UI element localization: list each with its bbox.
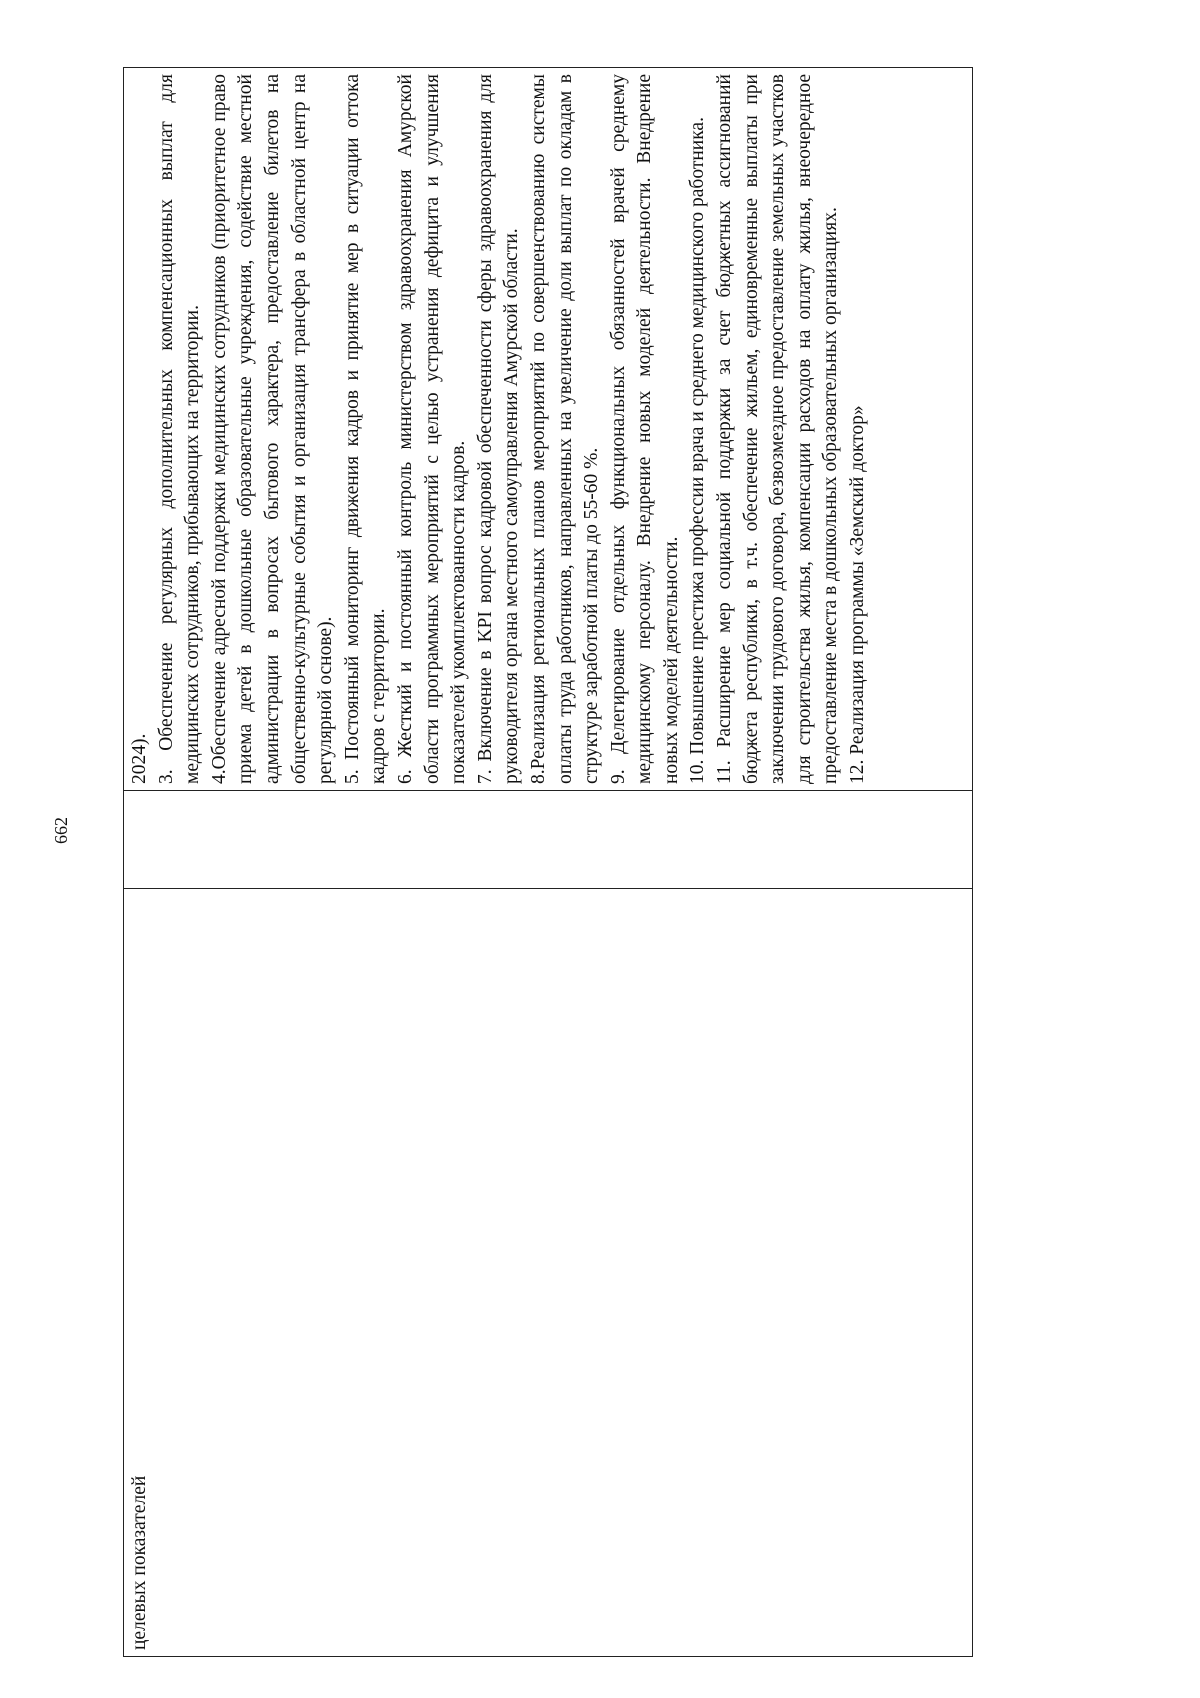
measure-item: 8.Реализация региональных планов мероприятий по совершенствованию системы оплаты труда работников, направленных на увеличение доли выплат по окладам в структуре заработной платы до 55-60 %. (527, 74, 603, 784)
table-cell-measures (124, 68, 973, 791)
measure-item: 7. Включение в KPI вопрос кадровой обеспеченности сферы здравоохранения для руководителя органа местного самоуправления Амурской области. (474, 74, 523, 784)
table-cell-label (124, 889, 973, 1657)
measure-item: 5. Постоянный мониторинг движения кадров и принятие мер в ситуации оттока кадров с территории. (341, 74, 390, 784)
rotated-table-wrapper (123, 67, 973, 1657)
table-cell-empty (124, 791, 973, 889)
measure-item: 6. Жесткий и постоянный контроль министерством здравоохранения Амурской области программных мероприятий с целью устранения дефицита и улучшения показателей укомплектованности кадров. (394, 74, 470, 784)
table-row (124, 68, 973, 1657)
measure-item: 4.Обеспечение адресной поддержки медицинских сотрудников (приоритетное право приема детей в дошкольные образовательные учреждения, содействие местной администрации в вопросах бытового характера, предоставление билетов на общественно-культурные события и организация трансфера в областной центр на регулярной основе). (208, 74, 337, 784)
measure-item: 12. Реализация программы «Земский доктор» (847, 405, 869, 784)
page-number: 662 (51, 817, 71, 844)
row-label: целевых показателей (129, 1475, 150, 1650)
measure-item: 2024). (129, 733, 150, 784)
content-table (123, 67, 973, 1657)
measure-item: 10. Повышение престижа профессии врача и среднего медицинского работника. (687, 117, 709, 784)
measure-item: 11. Расширение мер социальной поддержки за счет бюджетных ассигнований бюджета республики, в т.ч. обеспечение жильем, единовременные выплаты при заключении трудового договора, безвозмездное предоставление земельных участков для строительства жилья, компенсации расходов на оплату жилья, внеочередное предоставление места в дошкольных образовательных организациях. (714, 74, 842, 784)
measure-item: 3. Обеспечение регулярных дополнительных компенсационных выплат для медицинских сотрудников, прибывающих на территории. (155, 74, 204, 784)
measure-item: 9. Делегирование отдельных функциональных обязанностей врачей среднему медицинскому персоналу. Внедрение новых моделей деятельности. Внедрение новых моделей деятельности. (607, 74, 682, 784)
